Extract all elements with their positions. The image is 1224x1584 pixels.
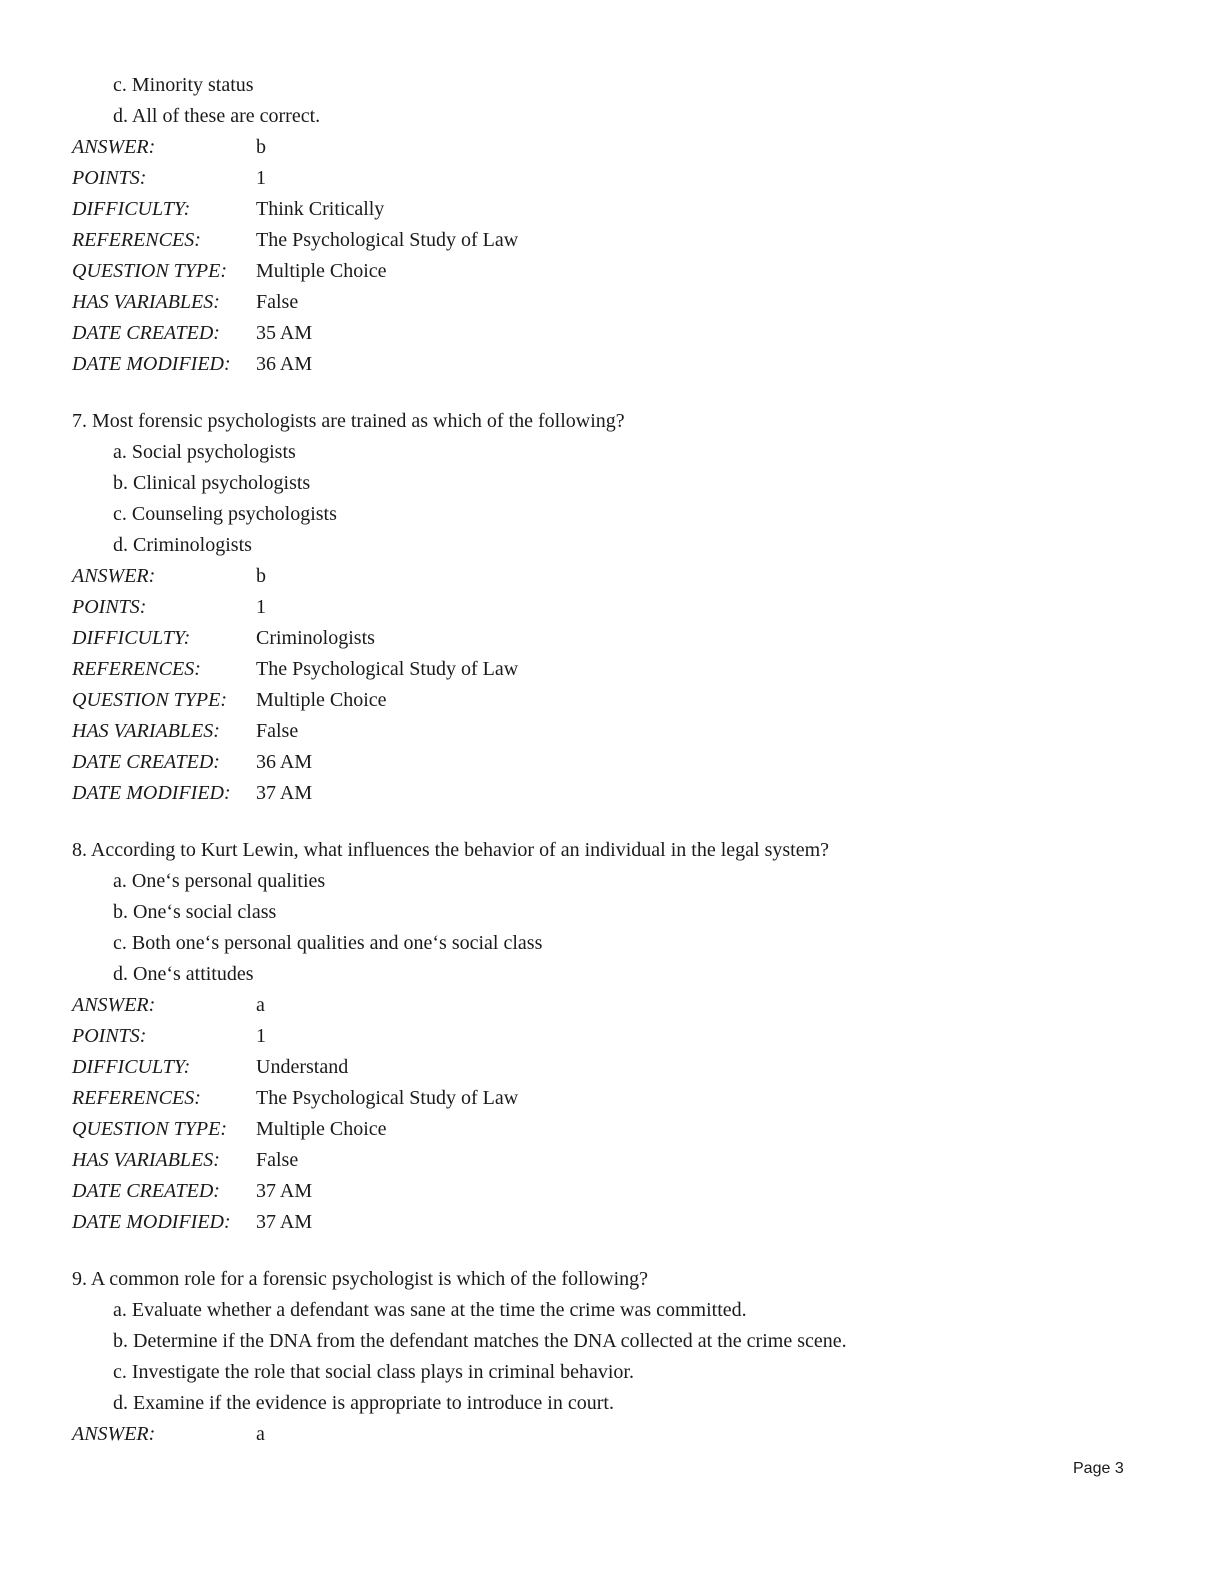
spacer [72, 380, 1152, 406]
metadata-value: The Psychological Study of Law [256, 229, 519, 251]
option-letter: c. [113, 1361, 127, 1383]
option-text: Determine if the DNA from the defendant matches the DNA collected at the crime scene. [133, 1330, 847, 1352]
metadata-row [72, 716, 1152, 747]
metadata-value: False [256, 1149, 299, 1171]
option-text: One‘s social class [133, 901, 277, 923]
metadata-key: QUESTION TYPE: [72, 1118, 228, 1140]
metadata-key: POINTS: [72, 1025, 147, 1047]
metadata-key: DIFFICULTY: [72, 1056, 191, 1078]
metadata-row [72, 623, 1152, 654]
option-letter: a. [113, 1299, 127, 1321]
answer-option [72, 437, 1152, 468]
metadata-key: REFERENCES: [72, 1087, 201, 1109]
metadata-value: a [256, 1423, 265, 1445]
option-letter: c. [113, 932, 127, 954]
metadata-key: HAS VARIABLES: [72, 720, 220, 742]
answer-option [72, 866, 1152, 897]
metadata-row [72, 685, 1152, 716]
answer-option [72, 1295, 1152, 1326]
metadata-key: POINTS: [72, 596, 147, 618]
metadata-key: DATE MODIFIED: [72, 353, 231, 375]
question-stem: 8. According to Kurt Lewin, what influences the behavior of an individual in the legal system? [72, 839, 830, 861]
metadata-row [72, 561, 1152, 592]
metadata-row [72, 132, 1152, 163]
metadata-row [72, 592, 1152, 623]
option-letter: b. [113, 901, 128, 923]
metadata-value: a [256, 994, 265, 1016]
option-text: Social psychologists [131, 441, 296, 463]
metadata-value: 35 AM [256, 322, 313, 344]
option-letter: c. [113, 503, 127, 525]
metadata-value: 36 AM [256, 751, 313, 773]
metadata-row [72, 1052, 1152, 1083]
answer-option [72, 1357, 1152, 1388]
metadata-value: b [256, 565, 266, 587]
metadata-row [72, 778, 1152, 809]
metadata-row [72, 349, 1152, 380]
metadata-key: REFERENCES: [72, 229, 201, 251]
question-list [72, 70, 1152, 1450]
metadata-value: Multiple Choice [256, 260, 387, 282]
metadata-key: DATE CREATED: [72, 751, 220, 773]
metadata-row [72, 1021, 1152, 1052]
question-continuation [72, 70, 1152, 380]
document-page [72, 70, 1152, 1450]
answer-option [72, 959, 1152, 990]
option-text: Minority status [131, 74, 254, 96]
metadata-row [72, 1419, 1152, 1450]
option-text: Clinical psychologists [133, 472, 311, 494]
option-text: Criminologists [133, 534, 252, 556]
metadata-key: ANSWER: [72, 565, 156, 587]
option-text: All of these are correct. [131, 105, 321, 127]
metadata-key: QUESTION TYPE: [72, 260, 228, 282]
metadata-value: 37 AM [256, 1180, 313, 1202]
metadata-value: b [256, 136, 266, 158]
question-stem: 9. A common role for a forensic psychologist is which of the following? [72, 1268, 649, 1290]
metadata-key: REFERENCES: [72, 658, 201, 680]
option-letter: b. [113, 472, 128, 494]
option-text: One‘s personal qualities [131, 870, 326, 892]
metadata-value: The Psychological Study of Law [256, 1087, 519, 1109]
question-block [72, 835, 1152, 1238]
answer-option [72, 1326, 1152, 1357]
metadata-value: Criminologists [256, 627, 375, 649]
metadata-row [72, 1176, 1152, 1207]
answer-option [72, 468, 1152, 499]
metadata-row [72, 256, 1152, 287]
spacer [72, 809, 1152, 835]
metadata-value: 1 [256, 167, 266, 189]
metadata-value: Multiple Choice [256, 689, 387, 711]
metadata-key: HAS VARIABLES: [72, 291, 220, 313]
answer-option [72, 897, 1152, 928]
option-letter: d. [113, 105, 128, 127]
metadata-key: HAS VARIABLES: [72, 1149, 220, 1171]
metadata-row [72, 1114, 1152, 1145]
question-stem: 7. Most forensic psychologists are trained as which of the following? [72, 410, 625, 432]
metadata-value: 37 AM [256, 782, 313, 804]
metadata-key: DIFFICULTY: [72, 198, 191, 220]
question-block [72, 1264, 1152, 1450]
metadata-value: 36 AM [256, 353, 313, 375]
option-text: Counseling psychologists [131, 503, 337, 525]
metadata-value: False [256, 291, 299, 313]
metadata-row [72, 1145, 1152, 1176]
answer-option [72, 1388, 1152, 1419]
answer-option [72, 499, 1152, 530]
option-letter: c. [113, 74, 127, 96]
metadata-value: 37 AM [256, 1211, 313, 1233]
metadata-row [72, 654, 1152, 685]
option-letter: b. [113, 1330, 128, 1352]
spacer [72, 1238, 1152, 1264]
metadata-row [72, 747, 1152, 778]
metadata-value: The Psychological Study of Law [256, 658, 519, 680]
metadata-value: 1 [256, 596, 266, 618]
option-letter: a. [113, 441, 127, 463]
metadata-key: ANSWER: [72, 994, 156, 1016]
metadata-row [72, 990, 1152, 1021]
option-text: Investigate the role that social class plays in criminal behavior. [131, 1361, 634, 1383]
metadata-key: QUESTION TYPE: [72, 689, 228, 711]
answer-option [72, 928, 1152, 959]
answer-option [72, 70, 1152, 101]
metadata-key: ANSWER: [72, 1423, 156, 1445]
option-letter: d. [113, 963, 128, 985]
metadata-key: DATE MODIFIED: [72, 782, 231, 804]
metadata-key: POINTS: [72, 167, 147, 189]
option-letter: d. [113, 534, 128, 556]
metadata-value: Understand [256, 1056, 349, 1078]
question-block [72, 406, 1152, 809]
metadata-key: DATE CREATED: [72, 322, 220, 344]
metadata-row [72, 225, 1152, 256]
metadata-row [72, 1207, 1152, 1238]
metadata-key: DATE MODIFIED: [72, 1211, 231, 1233]
metadata-key: DATE CREATED: [72, 1180, 220, 1202]
option-letter: a. [113, 870, 127, 892]
option-text: Evaluate whether a defendant was sane at the time the crime was committed. [131, 1299, 747, 1321]
option-text: One‘s attitudes [133, 963, 254, 985]
option-text: Examine if the evidence is appropriate to introduce in court. [133, 1392, 614, 1414]
metadata-row [72, 318, 1152, 349]
metadata-row [72, 194, 1152, 225]
metadata-row [72, 287, 1152, 318]
metadata-row [72, 163, 1152, 194]
option-text: Both one‘s personal qualities and one‘s social class [131, 932, 543, 954]
metadata-value: False [256, 720, 299, 742]
metadata-key: DIFFICULTY: [72, 627, 191, 649]
metadata-value: 1 [256, 1025, 266, 1047]
answer-option [72, 101, 1152, 132]
metadata-value: Think Critically [256, 198, 385, 220]
page-number: Page 3 [1073, 1460, 1124, 1477]
metadata-value: Multiple Choice [256, 1118, 387, 1140]
option-letter: d. [113, 1392, 128, 1414]
answer-option [72, 530, 1152, 561]
metadata-key: ANSWER: [72, 136, 156, 158]
metadata-row [72, 1083, 1152, 1114]
